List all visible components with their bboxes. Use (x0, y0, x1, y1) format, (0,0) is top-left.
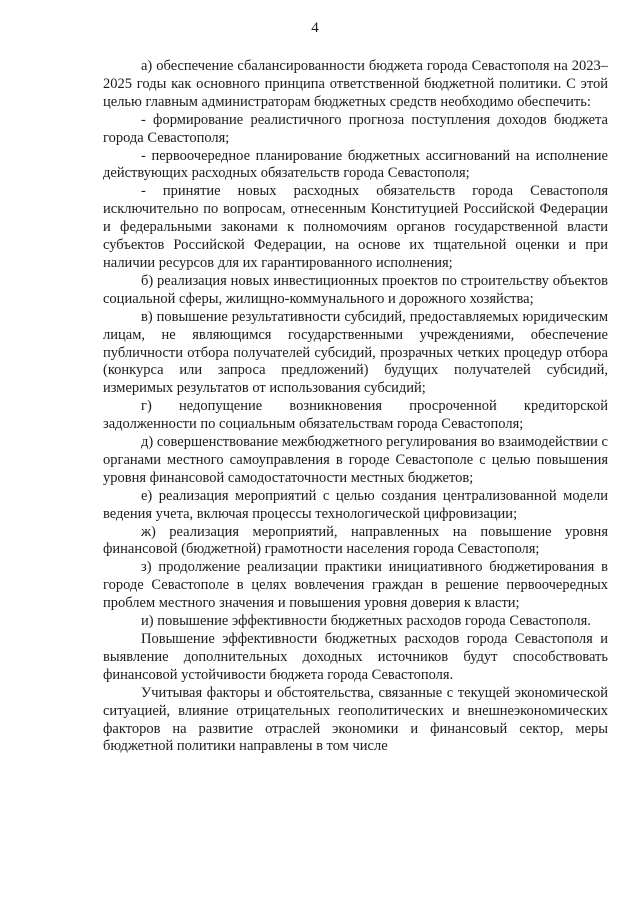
paragraph-i: и) повышение эффективности бюджетных расходов города Севастополя. (141, 613, 591, 630)
paragraph-e: е) реализация мероприятий с целью создания централизованной модели ведения учета, включая процессы технологической цифровизации; (103, 487, 608, 522)
paragraph-factors: Учитывая факторы и обстоятельства, связанные с текущей экономической ситуацией, влияние отрицательных геополитических и внешнеэкономических факторов на развитие отраслей экономики и финансовый сектор, меры бюджетной политики направлены в том числе (103, 684, 608, 755)
paragraph-d: д) совершенствование межбюджетного регулирования во взаимодействии с органами местного самоуправления в городе Севастополе с целью повышения уровня финансовой самодостаточности местных бюджетов; (103, 434, 608, 486)
paragraph-efficiency: Повышение эффективности бюджетных расходов города Севастополя и выявление дополнительных доходных источников будут способствовать финансовой устойчивости бюджета города Севастополя. (103, 631, 608, 683)
paragraph-z: з) продолжение реализации практики инициативного бюджетирования в городе Севастополе в целях вовлечения граждан в решение первоочередных проблем местного значения и повышения уровня доверия к власти; (103, 559, 608, 612)
paragraph-a: а) обеспечение сбалансированности бюджета города Севастополя на 2023–2025 годы как основного принципа ответственной бюджетной политики. С этой целью главным администраторам бюджетных средств необходимо обеспечить: (103, 58, 608, 110)
list-item-priority-planning: - первоочередное планирование бюджетных ассигнований на исполнение действующих расходных обязательств города Севастополя; (103, 147, 608, 182)
paragraph-v: в) повышение результативности субсидий, предоставляемых юридическим лицам, не являющимся государственными учреждениями, обеспечение публичности отбора получателей субсидий, прозрачных четких процедур отбора (конкурса или запроса предложений) будущих получателей субсидий, измеримых результатов от использования субсидий; (103, 308, 608, 397)
page-number: 4 (311, 20, 319, 36)
paragraph-b: б) реализация новых инвестиционных проектов по строительству объектов социальной сферы, жилищно-коммунального и дорожного хозяйства; (103, 272, 608, 307)
document-body (103, 58, 608, 756)
paragraph-g: г) недопущение возникновения просроченной кредиторской задолженности по социальным обязательствам города Севастополя; (103, 398, 608, 433)
paragraph-zh: ж) реализация мероприятий, направленных на повышение уровня финансовой (бюджетной) грамотности населения города Севастополя; (103, 523, 608, 558)
list-item-revenue-forecast: - формирование реалистичного прогноза поступления доходов бюджета города Севастополя; (103, 111, 608, 146)
list-item-new-obligations: - принятие новых расходных обязательств города Севастополя исключительно по вопросам, отнесенным Конституцией Российской Федерации и федеральными законами к полномочиям органов государственной власти субъектов Российской Федерации, на основе их тщательной оценки и при наличии ресурсов для их гарантированного исполнения; (103, 183, 608, 271)
